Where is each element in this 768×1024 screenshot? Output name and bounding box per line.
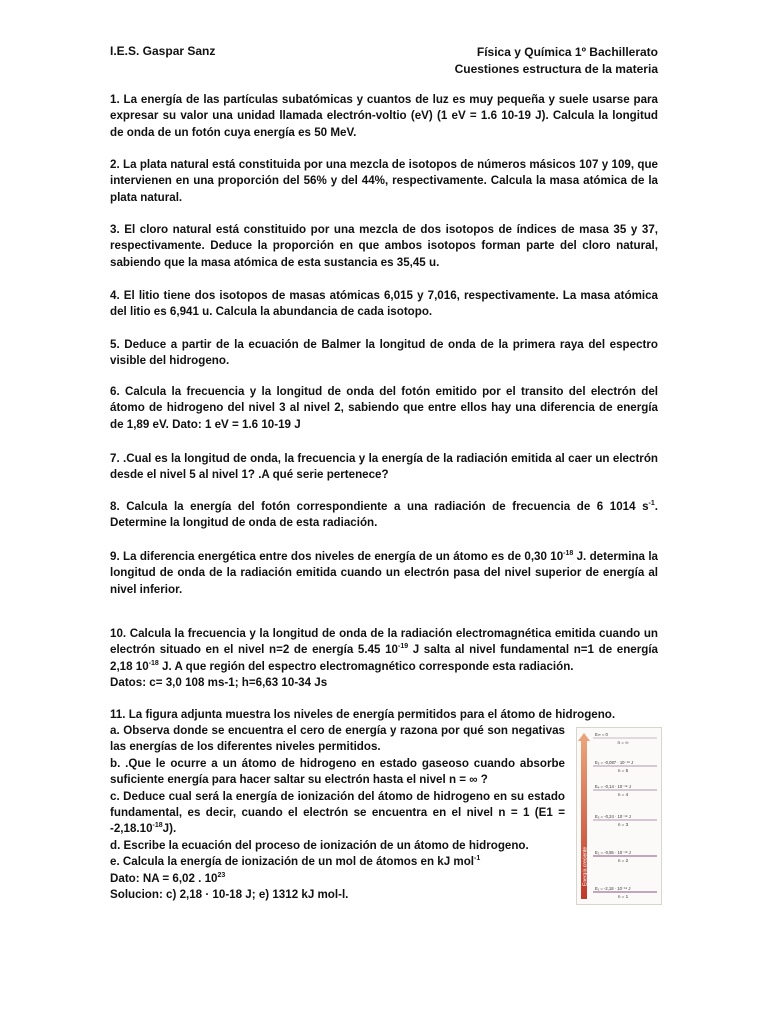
question-1 <box>110 92 658 141</box>
question-6 <box>110 384 658 433</box>
question-text: 2. La plata natural está constituida por una mezcla de isotopos de números másicos 107 y 109, que intervienen en una proporción del 56% y del 44%, respectivamente. Calcula la masa atómica de la plata natural. <box>110 158 658 204</box>
axis-label: Energía creciente <box>582 846 589 886</box>
question-part-a: a. Observa donde se encuentra el cero de energía y razona por qué son negativas las energías de los diferentes niveles permitidos. <box>110 724 565 754</box>
energy-level-n: n = 4 <box>617 792 629 797</box>
question-text: 1. La energía de las partículas subatómicas y cuantos de luz es muy pequeña y suele usarse para expresar su valor una unidad llamada electrón-voltio (eV) (1 eV = 1.6 10-19 J). Calcula la longitud de onda de un fotón cuya energía es 50 MeV. <box>110 93 658 139</box>
energy-level-n: n = 1 <box>617 894 629 899</box>
question-part-e: e. Calcula la energía de ionización de un mol de átomos en kJ mol$^{-1}$ <box>110 855 481 869</box>
energy-level-svg <box>577 728 661 904</box>
question-11-intro <box>110 707 658 723</box>
question-data: Dato: NA = 6,02 . $10^{23}$ <box>110 871 226 885</box>
question-text: 7. .Cual es la longitud de onda, la frecuencia y la energía de la radiación emitida al caer un electrón desde el nivel 5 al nivel 1? .A qué serie pertenece? <box>110 452 658 482</box>
question-text: 3. El cloro natural está constituido por una mezcla de dos isotopos de índices de masa 35 y 37, respectivamente. Deduce la proporción en que ambos isotopos forman parte del cloro natural, sabiendo que la masa atómica de esta sustancia es 35,45 u. <box>110 223 658 269</box>
energy-level-value: E₄ = -0,14 · 10⁻¹⁸ J <box>595 784 631 789</box>
question-2 <box>110 157 658 206</box>
question-4 <box>110 288 658 321</box>
question-7 <box>110 451 658 484</box>
question-text: 11. La figura adjunta muestra los niveles de energía permitidos para el átomo de hidrogeno. <box>110 708 616 721</box>
question-3 <box>110 222 658 271</box>
energy-level-value: E₁ = -2,18 · 10⁻¹⁸ J <box>595 886 631 891</box>
question-text: 6. Calcula la frecuencia y la longitud de onda del fotón emitido por el transito del electrón del átomo de hidrogeno del nivel 3 al nivel 2, sabiendo que entre ellos hay una diferencia de energía de 1,89 eV. Dato: 1 eV = 1.6 10-19 J <box>110 385 658 431</box>
question-9 <box>110 549 658 598</box>
energy-level-n: n = 3 <box>617 822 629 827</box>
question-text: 9. La diferencia energética entre dos niveles de energía de un átomo es de 0,30 $10^{-18}$ J. determina la longitud de onda de la radiación emitida cuando un electrón pasa del nivel superior de energía al nivel inferior. <box>110 550 658 596</box>
question-part-b: b. .Que le ocurre a un átomo de hidrogeno en estado gaseoso cuando absorbe suficiente energía para hacer saltar su electrón hasta el nivel n = ∞ ? <box>110 756 565 787</box>
school-name: I.E.S. Gaspar Sanz <box>110 44 216 58</box>
question-text: 4. El litio tiene dos isotopos de masas atómicas 6,015 y 7,016, respectivamente. La masa atómica del litio es 6,941 u. Calcula la abundancia de cada isotopo. <box>110 289 658 319</box>
energy-level-n: n = 5 <box>617 768 629 773</box>
energy-level-value: E∞ = 0 <box>595 732 608 737</box>
energy-level-diagram <box>576 727 662 905</box>
question-solution: Solucion: c) 2,18 · 10-18 J; e) 1312 kJ mol-l. <box>110 888 349 902</box>
energy-level-value: E₅ = -0,087 · 10⁻¹⁸ J <box>595 760 634 765</box>
question-11 <box>110 723 565 903</box>
question-text: 8. Calcula la energía del fotón correspondiente a una radiación de frecuencia de 6 1014 $s^{-1}$. Determine la longitud de onda de esta radiación. <box>110 500 658 530</box>
energy-level-value: E₂ = -0,55 · 10⁻¹⁸ J <box>595 850 631 855</box>
question-part-c: c. Deduce cual será la energía de ionización del átomo de hidrogeno en su estado fundamental, es decir, cuando el electrón se encuentra en el nivel n = 1 $(E1 = -2,18.10^{-18}J)$. <box>110 789 565 836</box>
energy-level-n: n = 2 <box>617 858 629 863</box>
subject-title: Cuestiones estructura de la materia <box>454 62 658 76</box>
question-8 <box>110 499 658 532</box>
energy-levels <box>593 732 657 899</box>
question-10 <box>110 626 658 692</box>
energy-level-n: n = ∞ <box>617 740 629 745</box>
energy-level-value: E₃ = -0,24 · 10⁻¹⁸ J <box>595 814 631 819</box>
question-5 <box>110 337 658 370</box>
arrow-head-icon <box>578 733 590 741</box>
question-text: 10. Calcula la frecuencia y la longitud de onda de la radiación electromagnética emitida cuando un electrón situado en el nivel n=2 de energía 5.45 $10^{-19}$ J salta al nivel fundamental n=1 de energía 2,18 $10^{-18}$ J. A que región del espectro electromagnético corresponde esta radiación. <box>110 627 658 673</box>
header-right <box>455 44 658 78</box>
question-text: 5. Deduce a partir de la ecuación de Balmer la longitud de onda de la primera raya del espectro visible del hidrogeno. <box>110 338 658 368</box>
question-part-d: d. Escribe la ecuación del proceso de ionización de un átomo de hidrogeno. <box>110 838 529 852</box>
question-data: Datos: c= 3,0 108 ms-1; h=6,63 10-34 Js <box>110 676 328 690</box>
course-title: Física y Química 1º Bachillerato <box>476 45 658 59</box>
